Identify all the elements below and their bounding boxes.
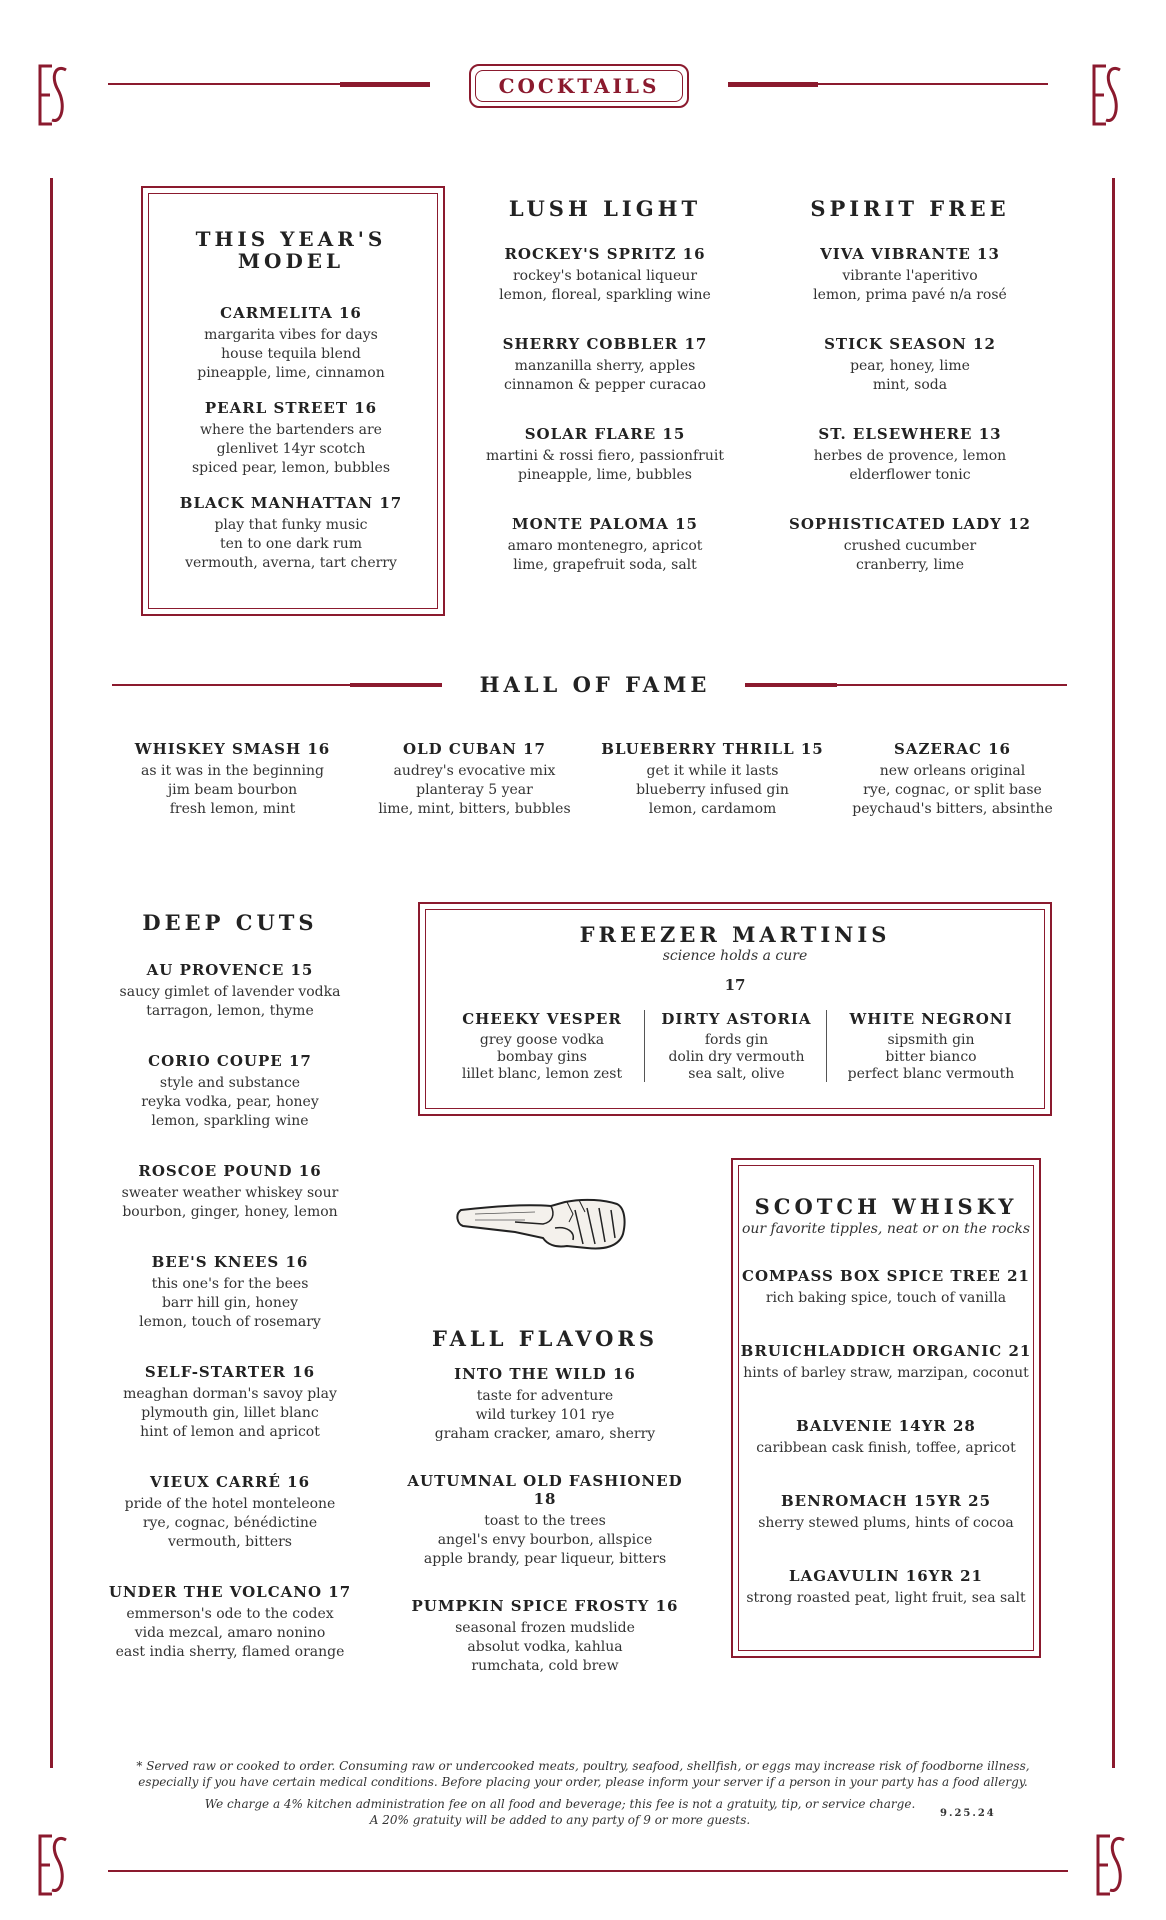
item-desc: get it while it lasts: [646, 763, 779, 779]
menu-item: [770, 425, 1050, 485]
item-name: CARMELITA 16: [220, 304, 362, 322]
menu-date: 9.25.24: [940, 1808, 996, 1819]
item-desc: lime, mint, bitters, bubbles: [378, 801, 571, 817]
item-desc: sipsmith gin: [887, 1032, 975, 1048]
item-desc: angel's envy bourbon, allspice: [437, 1532, 653, 1548]
bottom-rule: [108, 1870, 1068, 1872]
item-desc: house tequila blend: [221, 346, 361, 362]
item-name: ROCKEY'S SPRITZ 16: [504, 245, 706, 263]
item-desc: graham cracker, amaro, sherry: [434, 1426, 656, 1442]
item-name: MONTE PALOMA 15: [512, 515, 698, 533]
item-desc: glenlivet 14yr scotch: [216, 441, 366, 457]
item-desc: pineapple, lime, cinnamon: [197, 365, 385, 381]
item-desc: bombay gins: [497, 1049, 587, 1065]
item-name: PUMPKIN SPICE FROSTY 16: [411, 1597, 679, 1615]
item-name: COMPASS BOX SPICE TREE 21: [742, 1267, 1030, 1285]
item-name: INTO THE WILD 16: [454, 1365, 636, 1383]
item-desc: fresh lemon, mint: [169, 801, 296, 817]
item-desc: planteray 5 year: [416, 782, 533, 798]
item-desc: lime, grapefruit soda, salt: [513, 557, 697, 573]
item-desc: pineapple, lime, bubbles: [518, 467, 692, 483]
item-desc: sweater weather whiskey sour: [121, 1185, 339, 1201]
freezer-martini-item: [836, 1010, 1026, 1083]
item-desc: taste for adventure: [476, 1388, 614, 1404]
item-desc: spiced pear, lemon, bubbles: [191, 460, 391, 476]
pointing-hand-icon: [455, 1188, 630, 1260]
menu-item: [470, 245, 740, 305]
menu-item: [738, 1267, 1034, 1308]
menu-item: [738, 1567, 1034, 1608]
item-desc: rumchata, cold brew: [471, 1658, 619, 1674]
es-monogram-icon: [1090, 62, 1124, 128]
menu-item: [738, 1342, 1034, 1383]
hall-of-fame-item: [362, 740, 587, 819]
item-desc: rockey's botanical liqueur: [512, 268, 698, 284]
item-desc: new orleans original: [879, 763, 1026, 779]
item-desc: caribbean cask finish, toffee, apricot: [756, 1440, 1016, 1456]
item-desc: fords gin: [704, 1032, 769, 1048]
item-desc: vermouth, bitters: [167, 1534, 292, 1550]
lush-light-section: [470, 196, 740, 605]
item-desc: toast to the trees: [484, 1513, 606, 1529]
item-desc: bourbon, ginger, honey, lemon: [122, 1204, 338, 1220]
header-rule-right-thick: [728, 82, 818, 87]
menu-item: [395, 1597, 695, 1676]
es-monogram-icon: [36, 1832, 70, 1898]
section-title: FALL FLAVORS: [431, 1326, 659, 1351]
item-name: SELF-STARTER 16: [144, 1363, 316, 1381]
item-name: AU PROVENCE 15: [146, 961, 314, 979]
item-desc: bitter bianco: [885, 1049, 977, 1065]
header-rule-left-thick: [340, 82, 430, 87]
item-name: BLUEBERRY THRILL 15: [601, 740, 824, 758]
item-desc: perfect blanc vermouth: [847, 1066, 1015, 1082]
item-desc: peychaud's bitters, absinthe: [852, 801, 1053, 817]
freezer-martini-item: [452, 1010, 632, 1083]
section-subtitle: our favorite tipples, neat or on the rocks: [741, 1221, 1031, 1237]
item-desc: strong roasted peat, light fruit, sea salt: [746, 1590, 1026, 1606]
item-desc: vibrante l'aperitivo: [842, 268, 978, 284]
item-name: BRUICHLADDICH ORGANIC 21: [740, 1342, 1032, 1360]
fall-flavors-section: [395, 1326, 695, 1706]
column-divider: [826, 1010, 827, 1082]
section-title: LUSH LIGHT: [508, 196, 702, 221]
item-name: CORIO COUPE 17: [148, 1052, 312, 1070]
menu-item: [738, 1492, 1034, 1533]
item-desc: lemon, sparkling wine: [151, 1113, 309, 1129]
hall-of-fame-item: [120, 740, 345, 819]
column-divider: [644, 1010, 645, 1082]
item-desc: rich baking spice, touch of vanilla: [765, 1290, 1007, 1306]
hall-of-fame-item: [840, 740, 1065, 819]
item-desc: hints of barley straw, marzipan, coconut: [743, 1365, 1029, 1381]
menu-item: [770, 515, 1050, 575]
item-name: DIRTY ASTORIA: [661, 1010, 812, 1028]
menu-item: [100, 1583, 360, 1662]
item-name: BEE'S KNEES 16: [151, 1253, 309, 1271]
item-desc: meaghan dorman's savoy play: [123, 1386, 337, 1402]
item-desc: vida mezcal, amaro nonino: [134, 1625, 326, 1641]
item-desc: seasonal frozen mudslide: [455, 1620, 635, 1636]
item-desc: where the bartenders are: [200, 422, 382, 438]
item-desc: lemon, touch of rosemary: [139, 1314, 321, 1330]
item-name: AUTUMNAL OLD FASHIONED 18: [407, 1472, 683, 1508]
item-name: WHITE NEGRONI: [849, 1010, 1013, 1028]
footer-disclaimer: * Served raw or cooked to order. Consuming raw or undercooked meats, poultry, seafood, shellfish, or eggs may increase risk of foodborne illness, especially if you have certain medical conditions. Before placing your order, please inform your server if a person in your party has a food allergy.: [136, 1759, 1030, 1789]
es-monogram-icon: [1094, 1832, 1128, 1898]
item-name: ROSCOE POUND 16: [138, 1162, 322, 1180]
section-title: SPIRIT FREE: [810, 196, 1010, 221]
item-desc: plymouth gin, lillet blanc: [141, 1405, 319, 1421]
item-desc: manzanilla sherry, apples: [514, 358, 696, 374]
item-desc: amaro montenegro, apricot: [507, 538, 703, 554]
section-title: DEEP CUTS: [142, 910, 318, 935]
item-desc: this one's for the bees: [151, 1276, 309, 1292]
item-desc: as it was in the beginning: [141, 763, 324, 779]
item-name: UNDER THE VOLCANO 17: [108, 1583, 352, 1601]
item-desc: lillet blanc, lemon zest: [461, 1066, 623, 1082]
item-name: ST. ELSEWHERE 13: [818, 425, 1002, 443]
item-desc: herbes de provence, lemon: [813, 448, 1007, 464]
menu-item: [470, 515, 740, 575]
item-desc: wild turkey 101 rye: [475, 1407, 615, 1423]
item-name: VIVA VIBRANTE 13: [820, 245, 1000, 263]
item-name: BALVENIE 14YR 28: [796, 1417, 976, 1435]
menu-item: [150, 399, 432, 478]
menu-item: [470, 335, 740, 395]
item-desc: apple brandy, pear liqueur, bitters: [423, 1551, 667, 1567]
this-years-model-section: [150, 228, 432, 603]
footer-fee-note: We charge a 4% kitchen administration fee on all food and beverage; this fee is not a gratuity, tip, or service charge. A 20% gratuity will be added to any party of 9 or more guests.: [204, 1797, 916, 1827]
item-name: WHISKEY SMASH 16: [134, 740, 331, 758]
item-name: LAGAVULIN 16YR 21: [789, 1567, 983, 1585]
item-desc: sea salt, olive: [688, 1066, 785, 1082]
item-name: VIEUX CARRÉ 16: [149, 1473, 311, 1491]
item-name: OLD CUBAN 17: [403, 740, 546, 758]
item-desc: hint of lemon and apricot: [140, 1424, 320, 1440]
item-desc: pride of the hotel monteleone: [124, 1496, 336, 1512]
section-title: THIS YEAR'S MODEL: [195, 227, 387, 273]
left-border-rule: [50, 178, 53, 1768]
item-name: SHERRY COBBLER 17: [502, 335, 708, 353]
menu-item: [770, 245, 1050, 305]
item-desc: lemon, prima pavé n/a rosé: [813, 287, 1007, 303]
item-desc: margarita vibes for days: [204, 327, 378, 343]
item-desc: reyka vodka, pear, honey: [141, 1094, 319, 1110]
freezer-martinis-title: FREEZER MARTINIS: [579, 922, 891, 947]
item-desc: sherry stewed plums, hints of cocoa: [758, 1515, 1014, 1531]
menu-item: [100, 1052, 360, 1131]
item-name: SOPHISTICATED LADY 12: [789, 515, 1031, 533]
item-desc: lemon, cardamom: [648, 801, 777, 817]
item-desc: blueberry infused gin: [636, 782, 789, 798]
menu-item: [150, 304, 432, 383]
item-desc: barr hill gin, honey: [161, 1295, 299, 1311]
right-border-rule: [1112, 178, 1115, 1768]
menu-item: [150, 494, 432, 573]
item-desc: elderflower tonic: [849, 467, 971, 483]
item-name: SAZERAC 16: [894, 740, 1011, 758]
item-desc: jim beam bourbon: [167, 782, 298, 798]
item-desc: absolut vodka, kahlua: [467, 1639, 623, 1655]
item-name: BENROMACH 15YR 25: [780, 1492, 992, 1510]
scotch-whisky-section: [738, 1194, 1034, 1638]
spirit-free-section: [770, 196, 1050, 605]
item-desc: tarragon, lemon, thyme: [146, 1003, 314, 1019]
menu-item: [738, 1417, 1034, 1458]
item-desc: saucy gimlet of lavender vodka: [119, 984, 341, 1000]
item-desc: ten to one dark rum: [220, 536, 362, 552]
hall-of-fame-item: [600, 740, 825, 819]
item-name: SOLAR FLARE 15: [524, 425, 686, 443]
hall-of-fame-title: HALL OF FAME: [479, 672, 711, 697]
item-desc: play that funky music: [214, 517, 368, 533]
freezer-martinis-price: 17: [724, 976, 746, 994]
menu-item: [770, 335, 1050, 395]
item-name: BLACK MANHATTAN 17: [179, 494, 403, 512]
menu-item: [395, 1365, 695, 1444]
item-desc: mint, soda: [872, 377, 948, 393]
cocktails-badge: COCKTAILS: [469, 64, 689, 108]
es-monogram-icon: [36, 62, 70, 128]
item-desc: rye, cognac, or split base: [863, 782, 1042, 798]
freezer-martinis-subtitle: science holds a cure: [662, 948, 808, 964]
menu-item: [100, 961, 360, 1021]
freezer-martini-item: [654, 1010, 819, 1083]
item-desc: style and substance: [159, 1075, 301, 1091]
hall-of-fame-rule-left-thick: [350, 683, 442, 687]
item-desc: lemon, floreal, sparkling wine: [499, 287, 711, 303]
item-desc: east india sherry, flamed orange: [115, 1644, 345, 1660]
menu-item: [100, 1162, 360, 1222]
item-name: PEARL STREET 16: [204, 399, 378, 417]
menu-item: [395, 1472, 695, 1569]
item-desc: cranberry, lime: [856, 557, 964, 573]
item-desc: vermouth, averna, tart cherry: [185, 555, 397, 571]
menu-item: [100, 1253, 360, 1332]
item-desc: cinnamon & pepper curacao: [504, 377, 706, 393]
item-desc: pear, honey, lime: [850, 358, 970, 374]
item-name: CHEEKY VESPER: [462, 1010, 622, 1028]
item-desc: emmerson's ode to the codex: [126, 1606, 334, 1622]
item-desc: grey goose vodka: [479, 1032, 605, 1048]
item-desc: audrey's evocative mix: [393, 763, 556, 779]
hall-of-fame-rule-right-thick: [745, 683, 837, 687]
item-desc: rye, cognac, bénédictine: [142, 1515, 318, 1531]
menu-item: [470, 425, 740, 485]
section-title: SCOTCH WHISKY: [754, 1194, 1018, 1219]
menu-item: [100, 1363, 360, 1442]
deep-cuts-section: [100, 910, 360, 1692]
item-name: STICK SEASON 12: [824, 335, 996, 353]
menu-item: [100, 1473, 360, 1552]
item-desc: martini & rossi fiero, passionfruit: [486, 448, 724, 464]
item-desc: dolin dry vermouth: [668, 1049, 805, 1065]
item-desc: crushed cucumber: [843, 538, 977, 554]
